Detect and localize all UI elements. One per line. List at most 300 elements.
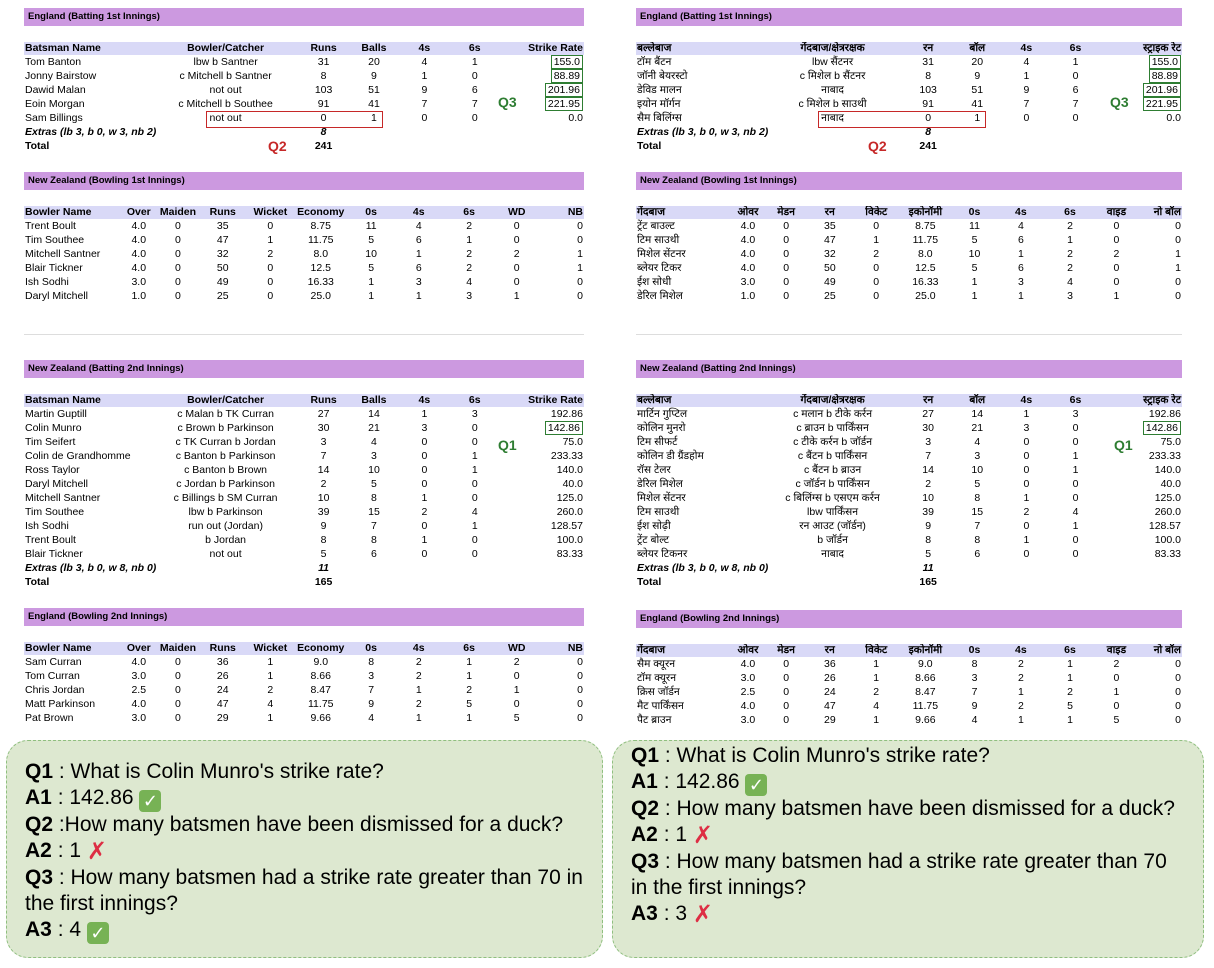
table-cell: 4.0 [740, 658, 756, 670]
table-cell: Tim Southee [25, 234, 85, 246]
table-cell: कोलिन मुनरो [637, 422, 686, 434]
column-header: Bowler/Catcher [153, 42, 299, 55]
column-header: रन [904, 394, 953, 407]
table-cell: 2 [1023, 506, 1030, 518]
column-header: 6s [1045, 644, 1094, 657]
table-cell: 1 [471, 464, 478, 476]
column-header: रन [805, 206, 854, 219]
table-row [24, 669, 584, 683]
table-cell: c बैंटन b ब्राउन [803, 464, 862, 476]
table-cell: 25.0 [915, 290, 936, 302]
table-cell: 9 [1023, 84, 1030, 96]
table-cell: 9 [974, 70, 981, 82]
table-cell: 9 [320, 520, 327, 532]
table-cell: 128.57 [1148, 520, 1181, 532]
table-cell [1100, 69, 1182, 83]
total-label: Total [637, 140, 662, 152]
column-header: 4s [1002, 42, 1051, 55]
empty-cell [1051, 575, 1100, 589]
table-row [636, 421, 1182, 435]
column-header: 6s [1051, 394, 1100, 407]
table-cell: 1 [421, 70, 428, 82]
empty-cell [500, 139, 584, 153]
table-cell: Sam Billings [25, 112, 83, 124]
table-cell: 4 [466, 276, 473, 288]
section-header: New Zealand (Bowling 1st Innings) [24, 172, 584, 190]
empty-cell [450, 125, 500, 139]
table-cell: 8 [925, 534, 932, 546]
table-cell: 260.0 [556, 506, 583, 518]
table-row [636, 491, 1182, 505]
column-header: ओवर [729, 644, 767, 657]
table-cell: 1 [267, 670, 274, 682]
table-cell: 1.0 [740, 290, 756, 302]
table-cell: 4.0 [131, 234, 147, 246]
table-cell: 8 [371, 492, 377, 504]
table-cell: 7 [1023, 98, 1030, 110]
table-cell: 5 [371, 478, 377, 490]
column-header: Runs [198, 206, 248, 219]
highlighted-strike-rate: 142.86 [545, 421, 583, 435]
table-row [24, 55, 584, 69]
table-cell: Eoin Morgan [25, 98, 85, 110]
table-cell: 91 [922, 98, 934, 110]
column-header: बल्लेबाज [636, 42, 762, 55]
table-cell: 1 [873, 714, 880, 726]
highlighted-strike-rate: 155.0 [1149, 55, 1181, 69]
extras-label: Extras (lb 3, b 0, w 8, nb 0) [637, 562, 769, 574]
column-header: 6s [444, 206, 494, 219]
table-row [636, 261, 1182, 275]
table-row [24, 261, 584, 275]
table-cell: c TK Curran b Jordan [175, 436, 276, 448]
table-cell: 0 [267, 262, 274, 274]
table-cell: 91 [317, 98, 330, 110]
cross-mark-icon: ✗ [86, 838, 107, 865]
table-row [24, 711, 584, 725]
empty-cell [1002, 139, 1051, 153]
table-cell: 3 [1017, 276, 1024, 288]
table-cell: 2 [873, 686, 880, 698]
table-cell: 8 [320, 534, 327, 546]
table-cell: 0 [175, 290, 181, 302]
empty-cell [349, 139, 399, 153]
column-header: Balls [349, 42, 399, 55]
table-cell: 0 [513, 698, 520, 710]
table-cell: 1 [415, 248, 422, 260]
table-cell: 3.0 [131, 712, 147, 724]
table-cell: 0 [421, 464, 428, 476]
column-header: बॉल [953, 394, 1002, 407]
section-header: England (Batting 1st Innings) [24, 8, 584, 26]
column-header: WD [494, 642, 539, 655]
column-header: 4s [399, 394, 449, 407]
table-cell: 7 [471, 98, 478, 110]
table-cell: 15 [971, 506, 984, 518]
table-cell: 3 [971, 672, 978, 684]
table-cell: 5 [971, 262, 978, 274]
answer-text: : 1 [657, 823, 693, 846]
table-cell: 0 [421, 112, 428, 124]
table-cell: c मलान b टीके कर्रन [793, 408, 873, 420]
column-header: NB [539, 642, 584, 655]
table-cell: 51 [368, 84, 380, 96]
column-header: Batsman Name [24, 42, 153, 55]
empty-cell [349, 575, 399, 589]
table-cell: 0 [1175, 686, 1181, 698]
table-cell: 10 [971, 464, 984, 476]
empty-cell [953, 575, 1002, 589]
batting-table-2 [636, 394, 1182, 589]
header-row [24, 206, 584, 219]
table-cell: Tim Southee [25, 506, 85, 518]
table-cell: 128.57 [550, 520, 583, 532]
total-row [24, 575, 584, 589]
table-cell: 4 [371, 436, 377, 448]
header-row [24, 394, 584, 407]
table-cell: 1 [1017, 248, 1024, 260]
question-line [25, 865, 584, 917]
column-header: Wicket [248, 642, 293, 655]
table-cell: 1 [415, 684, 422, 696]
table-cell: 8 [971, 658, 978, 670]
table-cell: 0 [1175, 290, 1181, 302]
divider [636, 334, 1182, 335]
table-cell: 0 [1072, 478, 1079, 490]
header-row [24, 642, 584, 655]
table-cell: 0 [175, 220, 181, 232]
question-label: Q3 [25, 866, 54, 889]
table-cell: 0 [873, 220, 880, 232]
column-header: रन [805, 644, 854, 657]
table-row [24, 421, 584, 435]
table-cell: run out (Jordan) [188, 520, 263, 532]
table-cell: 0 [783, 276, 790, 288]
table-cell: मिशेल सेंटनर [637, 248, 686, 260]
highlighted-strike-rate: 142.86 [1143, 421, 1181, 435]
empty-cell [1051, 139, 1100, 153]
table-cell: 2.5 [740, 686, 756, 698]
table-cell: Matt Parkinson [25, 698, 96, 710]
table-cell: मिशेल सेंटनर [637, 492, 686, 504]
table-cell: 10 [368, 464, 380, 476]
extras-row [24, 561, 584, 575]
table-cell: Jonny Bairstow [25, 70, 97, 82]
empty-cell [500, 561, 584, 575]
table-cell: 9.0 [313, 656, 329, 668]
table-cell: 1 [415, 290, 422, 302]
empty-cell [500, 575, 584, 589]
table-cell: lbw b Parkinson [188, 506, 263, 518]
table-cell: Daryl Mitchell [25, 290, 89, 302]
table-cell: 9 [371, 70, 377, 82]
table-cell: 0 [1072, 548, 1079, 560]
column-header: 0s [953, 644, 997, 657]
table-cell: 0 [1175, 276, 1181, 288]
table-cell: 4 [1072, 506, 1079, 518]
table-cell: 9 [971, 700, 978, 712]
total-label: Total [25, 576, 50, 588]
question-label: Q2 [631, 797, 660, 820]
table-cell: 6 [471, 84, 478, 96]
table-cell: 12.5 [915, 262, 936, 274]
table-cell: 10 [365, 248, 377, 260]
divider [24, 334, 584, 335]
column-header: Maiden [159, 642, 197, 654]
table-cell: 0 [471, 492, 478, 504]
table-cell: 0 [1023, 112, 1030, 124]
table-cell: ईश सोधी [637, 276, 672, 288]
answer-text: : 4 [51, 918, 87, 941]
table-cell: 5 [513, 712, 520, 724]
empty-cell [1051, 125, 1100, 139]
table-cell: 3 [471, 408, 478, 420]
table-cell: 1 [1067, 714, 1073, 726]
table-cell: 0 [175, 656, 181, 668]
question-text: :How many batsmen have been dismissed for a duck? [53, 813, 564, 836]
table-cell: 2 [421, 506, 428, 518]
table-cell: 49 [823, 276, 836, 288]
table-cell: 0 [577, 684, 583, 696]
table-cell: 27 [922, 408, 934, 420]
table-cell: 4 [873, 700, 880, 712]
table-cell: 0 [175, 276, 181, 288]
column-header: Bowler Name [24, 206, 119, 219]
table-cell: 8.66 [915, 672, 936, 684]
table-cell: c ब्राउन b पार्किंसन [796, 422, 869, 434]
table-cell: जॉनी बेयरस्टो [637, 70, 688, 82]
extras-row [636, 561, 1182, 575]
table-cell: 2 [925, 478, 932, 490]
table-cell: 7 [421, 98, 428, 110]
table-cell: 5 [320, 548, 327, 560]
table-cell: Blair Tickner [25, 548, 83, 560]
column-header: मेडन [767, 644, 805, 657]
table-cell: 0 [471, 534, 478, 546]
table-cell: 6 [415, 262, 422, 274]
table-cell: 0 [577, 234, 583, 246]
table-cell: 192.86 [550, 408, 583, 420]
column-header: Runs [198, 642, 248, 655]
table-cell: टॉम क्यूरन [637, 672, 677, 684]
table-cell: ब्लेयर टिकनर [637, 548, 688, 560]
table-cell: 47 [216, 698, 229, 710]
table-cell: 4 [368, 712, 375, 724]
extras-label: Extras (lb 3, b 0, w 3, nb 2) [637, 126, 769, 138]
table-cell: Martin Guptill [25, 408, 87, 420]
table-cell: 14 [317, 464, 330, 476]
table-row [24, 505, 584, 519]
column-header: बल्लेबाज [636, 394, 762, 407]
answer-label: A3 [25, 918, 52, 941]
empty-cell [1100, 125, 1182, 139]
column-header: 6s [450, 394, 500, 407]
table-cell: 41 [368, 98, 380, 110]
empty-cell [450, 561, 500, 575]
column-header: Batsman Name [24, 394, 153, 407]
table-cell: 3 [415, 276, 422, 288]
table-cell: 25 [216, 290, 229, 302]
table-cell: 0 [175, 248, 181, 260]
question-line [631, 796, 1185, 822]
table-cell: 31 [922, 56, 934, 68]
table-cell [500, 55, 584, 69]
table-cell: 4.0 [131, 248, 147, 260]
empty-cell [450, 575, 500, 589]
empty-cell [953, 139, 1002, 153]
table-cell: 2 [267, 248, 274, 260]
bowling-table-1 [636, 206, 1182, 303]
table-row [24, 247, 584, 261]
table-cell: 0 [1113, 220, 1120, 232]
table-cell: 1 [368, 290, 375, 302]
q1-marker: Q1 [1114, 437, 1133, 453]
qa-box-english [6, 740, 603, 958]
table-cell: टॉम बैंटन [637, 56, 672, 68]
answer-label: A3 [631, 902, 658, 925]
table-cell: 4.0 [131, 262, 147, 274]
table-cell: 5 [925, 548, 932, 560]
table-cell: Chris Jordan [25, 684, 85, 696]
table-cell: 2 [1067, 262, 1073, 274]
table-row [636, 289, 1182, 303]
table-cell [1100, 421, 1182, 435]
table-cell: नाबाद [821, 548, 844, 560]
table-cell: 36 [216, 656, 229, 668]
empty-cell [1100, 561, 1182, 575]
column-header: Economy [293, 642, 349, 655]
table-cell: 0 [320, 112, 327, 124]
table-cell: 0 [421, 548, 428, 560]
column-header: 4s [394, 642, 444, 655]
column-header: इकोनॉमी [898, 644, 953, 657]
table-cell: 0 [783, 714, 790, 726]
table-cell: 16.33 [912, 276, 939, 288]
table-cell: 21 [971, 422, 984, 434]
total-value: 165 [314, 576, 333, 588]
table-cell: 16.33 [307, 276, 334, 288]
table-row [636, 657, 1182, 671]
table-cell: Mitchell Santner [25, 248, 101, 260]
table-row [636, 275, 1182, 289]
table-cell: 2 [415, 670, 422, 682]
table-cell: 8 [368, 656, 375, 668]
table-cell: 0 [1023, 548, 1030, 560]
table-cell: 2 [1017, 658, 1024, 670]
table-cell: 0 [421, 436, 428, 448]
table-cell: 2 [1113, 248, 1120, 260]
table-cell: 0.0 [568, 112, 583, 124]
table-cell: 1 [974, 112, 981, 124]
table-cell: 0 [1175, 714, 1181, 726]
table-cell: 3 [421, 422, 428, 434]
table-cell: c Banton b Brown [184, 464, 268, 476]
section-header: New Zealand (Batting 2nd Innings) [636, 360, 1182, 378]
batting-table-2 [24, 394, 584, 589]
table-cell: 0 [1113, 672, 1120, 684]
table-cell: 2 [466, 262, 473, 274]
column-header: Strike Rate [500, 394, 584, 407]
table-cell: 29 [823, 714, 836, 726]
table-cell: 0 [421, 520, 428, 532]
table-cell: 3 [1067, 290, 1073, 302]
table-cell: 83.33 [556, 548, 583, 560]
table-cell: 1 [267, 712, 274, 724]
table-cell: 0 [267, 290, 274, 302]
highlighted-strike-rate: 155.0 [551, 55, 583, 69]
table-row [636, 97, 1182, 111]
total-value: 241 [314, 140, 333, 152]
table-cell: 14 [971, 408, 984, 420]
table-cell: 2 [267, 684, 274, 696]
table-row [636, 477, 1182, 491]
table-cell: 3.0 [131, 670, 147, 682]
table-cell: 3 [1072, 408, 1079, 420]
table-cell: 4 [267, 698, 274, 710]
table-cell: 51 [971, 84, 984, 96]
table-cell: 6 [371, 548, 377, 560]
table-cell: 0 [471, 436, 478, 448]
table-cell: c मिशेल b सैंटनर [799, 70, 866, 82]
table-cell: 0 [873, 262, 880, 274]
table-cell: lbw b Santner [193, 56, 258, 68]
table-cell: ईश सोढ़ी [637, 520, 671, 532]
table-cell: 2 [466, 684, 473, 696]
table-cell: रॉस टेलर [637, 464, 671, 476]
table-cell: 0 [175, 712, 181, 724]
table-cell: 75.0 [562, 436, 583, 448]
table-cell: 1 [577, 262, 583, 274]
question-text: : How many batsmen have been dismissed for a duck? [659, 797, 1175, 820]
table-cell: lbw पार्किंसन [807, 506, 859, 518]
check-mark-icon: ✓ [87, 922, 109, 944]
column-header: नो बॉल [1138, 644, 1182, 657]
table-cell: 6 [415, 234, 422, 246]
empty-cell [450, 139, 500, 153]
table-cell: 8.0 [313, 248, 329, 260]
table-cell: 5 [368, 262, 375, 274]
table-cell: Pat Brown [25, 712, 74, 724]
table-cell: 27 [317, 408, 330, 420]
table-row [24, 683, 584, 697]
column-header: विकेट [854, 644, 898, 657]
table-cell: 0 [577, 220, 583, 232]
table-cell: 2 [466, 248, 473, 260]
table-row [636, 69, 1182, 83]
table-cell: 36 [823, 658, 836, 670]
table-cell: 4 [471, 506, 478, 518]
table-cell: 0 [925, 112, 932, 124]
table-cell: 3 [974, 450, 981, 462]
table-cell: 0 [1072, 112, 1079, 124]
table-row [636, 533, 1182, 547]
q2-marker: Q2 [268, 138, 287, 154]
table-cell: 0 [1113, 276, 1120, 288]
column-header: 4s [399, 42, 449, 55]
column-header: Wicket [248, 206, 293, 219]
section-header: England (Bowling 2nd Innings) [636, 610, 1182, 628]
table-cell: 1 [1175, 248, 1181, 260]
table-row [24, 697, 584, 711]
table-cell: 11.75 [308, 698, 334, 710]
table-cell: 20 [971, 56, 984, 68]
empty-cell [953, 561, 1002, 575]
table-cell: मैट पार्किंसन [637, 700, 684, 712]
table-row [24, 533, 584, 547]
table-cell: 1 [1067, 672, 1073, 684]
table-cell: 9 [925, 520, 932, 532]
table-cell: डेरिल मिशेल [637, 478, 683, 490]
